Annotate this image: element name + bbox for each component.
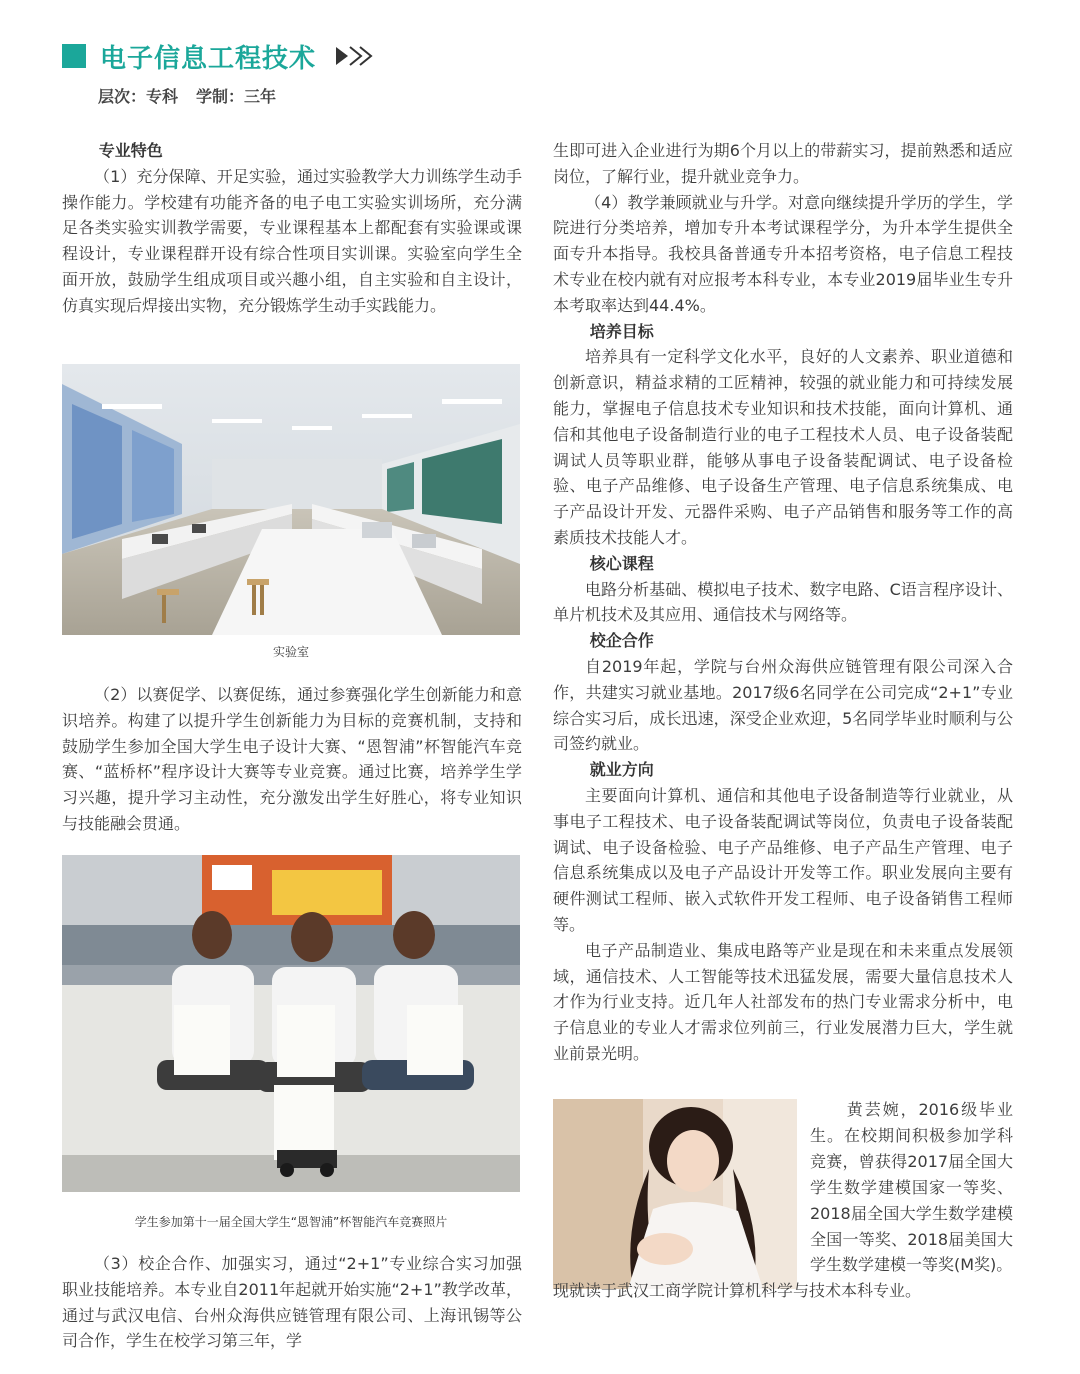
goal-text: 培养具有一定科学文化水平，良好的人文素养、职业道德和创新意识，精益求精的工匠精神，较强的就业能力和可持续发展能力，掌握电子信息技术专业知识和技术技能，面向计算机、通信和其他电子设备制造行业的电子工程技术人员、电子设备装配调试人员等职业群，能够从事电子设备装配调试、电子设备检验、电子产品维修、电子设备生产管理、电子信息系统集成、电子产品设计开发、元器件采购、电子产品销售和服务等工作的高素质技术技能人才。 [553,347,1013,547]
right-text-main [553,138,1013,1067]
cooperation-text: 自2019年起，学院与台州众海供应链管理有限公司深入合作，共建实习就业基地。2017级6名同学在公司完成“2+1”专业综合实习后，成长迅速，深受企业欢迎，5名同学毕业时顺利与公司签约就业。 [553,656,1013,754]
competition-photo [62,855,520,1192]
caption-lab: 实验室 [272,645,309,659]
paragraph-2: （2）以赛促学、以赛促练，通过参赛强化学生创新能力和意识培养。构建了以提升学生创新能力为目标的竞赛机制，支持和鼓励学生参加全国大学生电子设计大赛、“恩智浦”杯智能汽车竞赛、“蓝桥杯”程序设计大赛等专业竞赛。通过比赛，培养学生学习兴趣，提升学习主动性，充分激发出学生好胜心，将专业知识与技能融会贯通。 [62,685,522,833]
left-text-bottom [62,1251,522,1354]
paragraph-1: （1）充分保障、开足实验，通过实验教学大力训练学生动手操作能力。学校建有功能齐备的电子电工实验实训场所，充分满足各类实验实训教学需要，专业课程基本上都配套有实验课或课程设计，专业课程群开设有综合性项目实训课。实验室向学生全面开放，鼓励学生组成项目或兴趣小组，自主实验和自主设计，仿真实现后焊接出实物，充分锻炼学生动手实践能力。 [62,166,522,315]
program-level: 层次：专科 [98,87,179,106]
page-title: 电子信息工程技术 [100,43,317,74]
employment-text-2: 电子产品制造业、集成电路等产业是现在和未来重点发展领域，通信技术、人工智能等技术迅猛发展，需要大量信息技术人才作为行业支持。近几年人社部发布的热门专业需求分析中，电子信息业的专业人才需求位列前三，行业发展潜力巨大，学生就业前景光明。 [553,940,1013,1063]
left-text-top [62,138,522,319]
paragraph-3-continued: 生即可进入企业进行为期6个月以上的带薪实习，提前熟悉和适应岗位，了解行业，提升就业竞争力。 [553,141,1013,186]
employment-heading: 就业方向 [589,760,654,780]
feature-heading: 专业特色 [98,141,163,160]
lab-photo [62,364,520,635]
cooperation-heading: 校企合作 [589,631,654,651]
left-text-middle [62,682,522,837]
teal-square-icon [62,44,86,68]
paragraph-4: （4）教学兼顾就业与升学。对意向继续提升学历的学生，学院进行分类培养，增加专升本考试课程学分，为升本学生提供全面专升本指导。我校具备普通专升本招考资格，电子信息工程技术专业在校内就有对应报考本科专业，本专业2019届毕业生专升本考取率达到44.4%。 [553,192,1013,315]
paragraph-3: （3）校企合作、加强实习，通过“2+1”专业综合实习加强职业技能培养。本专业自2011年起就开始实施“2+1”教学改革，通过与武汉电信、台州众海供应链管理有限公司、上海讯锡等公司合作，学生在校学习第三年，学 [62,1254,522,1351]
caption-competition: 学生参加第十一届全国大学生“恩智浦”杯智能汽车竞赛照片 [134,1215,448,1229]
program-info [98,84,294,107]
graduate-bio-continued: 现就读于武汉工商学院计算机科学与技术本科专业。 [553,1281,922,1301]
section-header [62,38,376,74]
graduate-bio [810,1097,1013,1278]
graduate-portrait [553,1099,797,1289]
triple-arrow-icon [334,45,376,67]
program-duration: 学制：三年 [196,87,277,106]
graduate-bio-text: 黄芸婉，2016级毕业生。在校期间积极参加学科竞赛，曾获得2017届全国大学生数学建模国家一等奖、2018届全国大学生数学建模全国一等奖、2018届美国大学生数学建模一等奖(M奖)。 [810,1100,1013,1275]
employment-text-1: 主要面向计算机、通信和其他电子设备制造等行业就业，从事电子工程技术、电子设备装配调试等岗位，负责电子设备装配调试、电子设备检验、电子产品维修、电子产品生产管理、电子信息系统集成以及电子产品设计开发等工作。职业发展向主要有硬件测试工程师、嵌入式软件开发工程师、电子设备销售工程师等。 [553,785,1013,934]
core-courses-text: 电路分析基础、模拟电子技术、数字电路、C语言程序设计、单片机技术及其应用、通信技术与网络等。 [553,579,1013,625]
core-courses-heading: 核心课程 [589,553,654,573]
goal-heading: 培养目标 [589,321,654,341]
